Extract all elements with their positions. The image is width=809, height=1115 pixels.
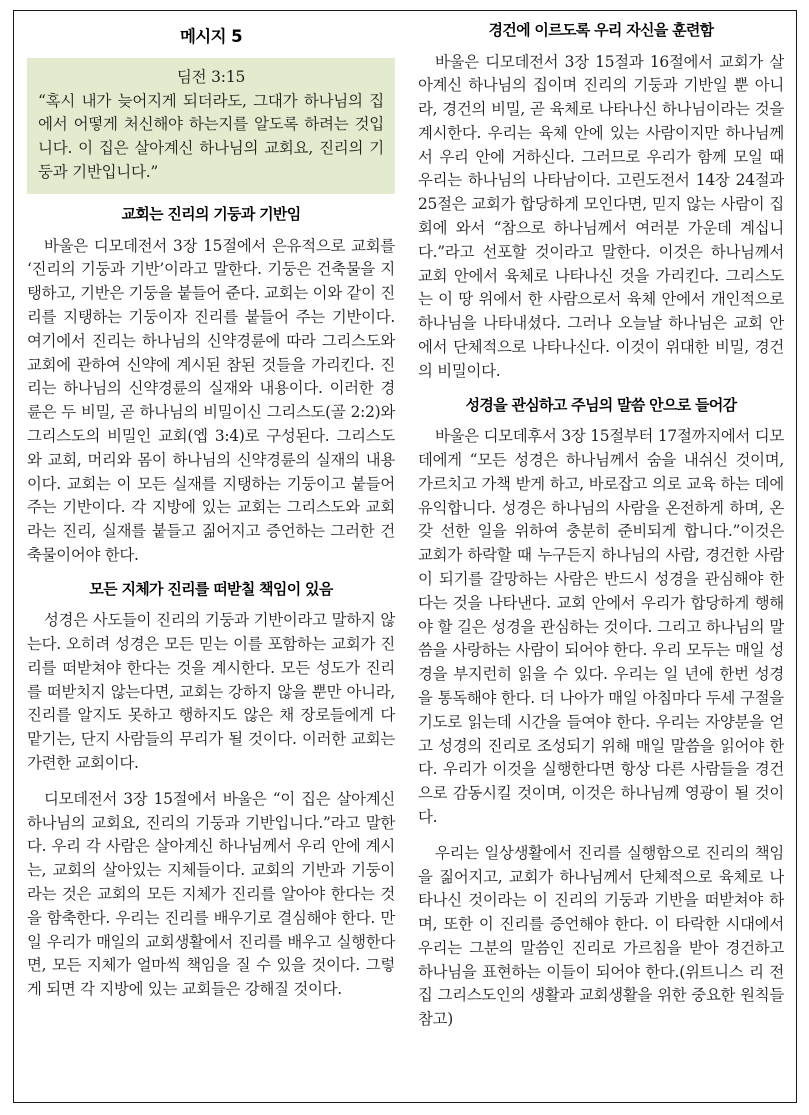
paragraph: 디모데전서 3장 15절에서 바울은 “이 집은 살아계신 하나님의 교회요, 진리의 기둥과 기반입니다.”라고 말한다. 우리 각 사람은 살아계신 하나님께서 우리 안에 계시는, 교회의 살아있는 지체들이다. 교회의 기반과 기둥이라는 것은 교회의 모든 지체가 진리를 알아야 한다는 것을 함축한다. 우리는 진리를 배우기로 결심해야 한다. 만일 우리가 매일의 교회생활에서 진리를 배우고 실행한다면, 모든 지체가 얼마씩 책임을 질 수 있을 것이다. 그렇게 되면 각 지방에 있는 교회들은 강해질 것이다. — [27, 789, 395, 999]
page-title: 메시지 5 — [179, 27, 243, 46]
section-heading-train-ourselves-godliness: 경건에 이르도록 우리 자신을 훈련함 — [488, 21, 714, 39]
paragraph: 바울은 디모데후서 3장 15절부터 17절까지에서 디모데에게 “모든 성경은 하나님께서 숨을 내쉬신 것이며, 가르치고 가책 받게 하고, 바로잡고 의로 교육 하는 데에 유익합니다. 성경은 하나님의 사람을 온전하게 하며, 온갖 선한 일을 위하여 충분히 준비되게 합니다.”이것은 교회가 하락할 때 누구든지 하나님의 사람, 경건한 사람이 되기를 갈망하는 사람은 반드시 성경을 관심해야 한다는 것을 나타낸다. 교회 안에서 우리가 합당하게 행해야 할 길은 성경을 관심하는 것이다. 그리고 하나님의 말씀을 사랑하는 사람이 되어야 한다. 우리 모두는 매일 성경을 부지런히 읽을 수 있다. 우리는 일 년에 한번 성경을 통독해야 한다. 더 나아가 매일 아침마다 두세 구절을 기도로 읽는데 시간을 들여야 한다. 우리는 자양분을 얻고 성경의 진리로 조성되기 위해 매일 말씀을 읽어야 한다. 우리가 이것을 실행한다면 항상 다른 사람들을 경건으로 감동시킬 것이며, 이것은 하나님께 영광이 될 것이다. — [418, 427, 784, 826]
right-column — [405, 10, 797, 1038]
paragraph: 바울은 디모데전서 3장 15절에서 은유적으로 교회를 ‘진리의 기둥과 기반’이라고 말한다. 기둥은 건축물을 지탱하고, 기반은 기둥을 붙들어 준다. 교회는 이와 같이 진리를 지탱하는 기둥이자 진리를 붙들어 주는 기반이다. 여기에서 진리는 하나님의 신약경륜에 따라 그리스도와 교회에 관하여 신약에 계시된 참된 것들을 가리킨다. 진리는 하나님의 신약경륜의 실재와 내용이다. 이러한 경륜은 두 비밀, 곧 하나님의 비밀이신 그리스도(골 2:2)와 그리스도의 비밀인 교회(엡 3:4)로 구성된다. 그리스도와 교회, 머리와 몸이 하나님의 신약경륜의 실재의 내용이다. 교회는 이 모든 실재를 지탱하는 기둥이고 붙들어 주는 기반이다. 각 지방에 있는 교회는 그리스도와 교회라는 진리, 실재를 붙들고 짊어지고 증언하는 그러한 건축물이어야 한다. — [27, 236, 396, 564]
scripture-quote-box — [27, 58, 395, 194]
left-column — [13, 10, 405, 1008]
section-heading-care-for-scripture: 성경을 관심하고 주님의 말씀 안으로 들어감 — [465, 395, 737, 414]
section-heading-church-pillar-base: 교회는 진리의 기둥과 기반임 — [121, 205, 301, 224]
section-heading-all-members-responsible: 모든 지체가 진리를 떠받칠 책임이 있음 — [89, 579, 333, 598]
two-column-layout — [13, 10, 797, 1103]
paragraph: 우리는 일상생활에서 진리를 실행함으로 진리의 책임을 짊어지고, 교회가 하나님께서 단체적으로 육체로 나타나신 것이라는 이 진리의 기둥과 기반을 떠받쳐야 하며, 또한 이 진리를 증언해야 한다. 이 타락한 시대에서 우리는 그분의 말씀인 진리로 가르침을 받아 경건하고 하나님을 표현하는 이들이 되어야 한다.(위트니스 리 전집 그리스도인의 생활과 교회생활을 위한 중요한 원칙들 참고) — [418, 843, 784, 1029]
paragraph: 성경은 사도들이 진리의 기둥과 기반이라고 말하지 않는다. 오히려 성경은 모든 믿는 이를 포함하는 교회가 진리를 떠받쳐야 한다는 것을 계시한다. 모든 성도가 진리를 떠받치지 않는다면, 교회는 강하지 않을 뿐만 아니라, 진리를 알지도 못하고 행하지도 않은 채 장로들에게 다 맡기는, 단지 사람들의 무리가 될 것이다. 이러한 교회는 가련한 교회이다. — [27, 611, 395, 773]
paragraph: 바울은 디모데전서 3장 15절과 16절에서 교회가 살아계신 하나님의 집이며 진리의 기둥과 기반일 뿐 아니라, 경건의 비밀, 곧 육체로 나타나신 하나님이라는 것을 계시한다. 우리는 육체 안에 있는 사람이지만 하나님께서 우리 안에 거하신다. 그러므로 우리가 함께 모일 때 우리는 하나님의 나타남이다. 고린도전서 14장 24절과 25절은 교회가 합당하게 모인다면, 믿지 않는 사람이 집회에 와서 “참으로 하나님께서 여러분 가운데 계십니다.”라고 선포할 것이라고 말한다. 이것은 하나님께서 교회 안에서 육체로 나타나신 것을 가리킨다. 그리스도는 이 땅 위에서 한 사람으로서 육체 안에서 개인적으로 하나님을 나타내셨다. 그러나 오늘날 하나님은 교회 안에서 단체적으로 나타나신다. 이것이 위대한 비밀, 경건의 비밀이다. — [418, 52, 784, 380]
scripture-text: “혹시 내가 늦어지게 되더라도, 그대가 하나님의 집에서 어떻게 처신해야 하는지를 알도록 하려는 것입니다. 이 집은 살아계신 하나님의 교회요, 진리의 기둥과 기반입니다.” — [38, 91, 384, 181]
scripture-reference: 딤전 3:15 — [176, 68, 246, 86]
